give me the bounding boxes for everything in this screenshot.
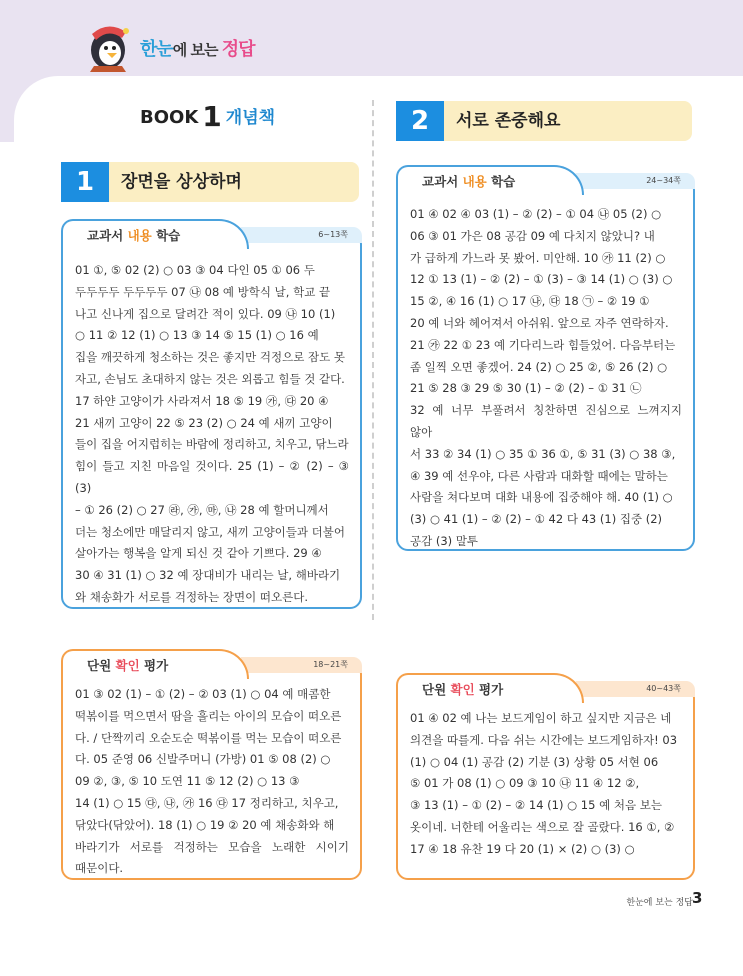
page-number: 3 <box>692 889 703 907</box>
unit-title: 서로 존중해요 <box>456 111 561 131</box>
answer-box-textbook-2 <box>396 174 695 551</box>
box-tab-label: 교과서 내용 학습 <box>61 219 249 249</box>
page-range: 18~21쪽 <box>241 657 362 673</box>
answer-text: 01 ③ 02 (1) – ① (2) – ② 03 (1) ○ 04 예 매콤한 떡볶이를 먹으면서 땀을 흘리는 아이의 모습이 떠오른 다. / 단짝끼리 오순도순 떡볶이를 먹는 모습이 떠오른 다. 05 준영 06 신발주머니 (가방) 01 ⑤ 08 (2) ○ 09 ②, ③, ⑤ 10 도연 11 ⑤ 12 (2) ○ 13 ③ 14 (1) ○ 15 ㉰, ㉯, ㉮ 16 ㉰ 17 정리하고, 치우고, 닦았다(닦았어). 18 (1) ○ 19 ② 20 예 채송화와 해 바라기가 서로를 걱정하는 모습을 노래한 시이기 때문이다. <box>75 687 349 876</box>
page-range: 40~43쪽 <box>576 681 695 697</box>
answer-text: 01 ④ 02 예 나는 보드게임이 하고 싶지만 지금은 네 의견을 따를게. 다음 쉬는 시간에는 보드게임하자! 03 (1) ○ 04 (1) 공감 (2) 기분 (3) 상황 05 서현 06 ⑤ 01 가 08 (1) ○ 09 ③ 10 ㉯ 11 ④ 12 ②, ③ 13 (1) – ① (2) – ② 14 (1) ○ 15 예 처음 보는 옷이네. 너한테 어울리는 색으로 잘 골랐다. 16 ①, ② 17 ④ 18 유찬 19 다 20 (1) × (2) ○ (3) ○ <box>410 711 678 856</box>
answer-text: 01 ④ 02 ④ 03 (1) – ② (2) – ① 04 ㉯ 05 (2) ○ 06 ③ 01 가은 08 공감 09 예 다치지 않았니? 내 가 급하게 가느라 못 봤어. 미안해. 10 ㉮ 11 (2) ○ 12 ① 13 (1) – ② (2) – ① (3) – ③ 14 (1) ○ (3) ○ 15 ②, ④ 16 (1) ○ 17 ㉯, ㉰ 18 ㉠ – ② 19 ① 20 예 너와 헤어져서 아쉬워. 앞으로 자주 연락하자. 21 ㉮ 22 ① 23 예 기다리느라 힘들었어. 다음부터는 좀 일찍 오면 좋겠어. 24 (2) ○ 25 ②, ⑤ 26 (2) ○ 21 ⑤ 28 ③ 29 ⑤ 30 (1) – ② (2) – ① 31 ㉡ 32 예 너무 부풀려서 칭찬하면 진심으로 느껴지지 않아 서 33 ② 34 (1) ○ 35 ① 36 ①, ⑤ 31 (3) ○ 38 ③, ④ 39 예 선우야, 다른 사람과 대화할 때에는 말하는 사람을 쳐다보며 대화 내용에 집중해야 해. 40 (1) ○ (3) ○ 41 (1) – ② (2) – ① 42 다 43 (1) 집중 (2) 공감 (3) 말투 <box>410 207 682 548</box>
answer-box-textbook-1 <box>61 228 362 609</box>
column-divider <box>372 100 374 620</box>
page-range: 24~34쪽 <box>576 173 695 189</box>
answer-box-review-2 <box>396 682 695 880</box>
unit-title: 장면을 상상하며 <box>121 172 242 192</box>
unit-1-header <box>61 162 359 202</box>
box-tab-label: 단원 확인 평가 <box>61 649 249 679</box>
unit-number: 2 <box>396 101 444 141</box>
unit-2-header <box>396 101 692 141</box>
box-tab-label: 단원 확인 평가 <box>396 673 584 703</box>
page-range: 6~13쪽 <box>241 227 362 243</box>
box-tab-label: 교과서 내용 학습 <box>396 165 584 195</box>
answer-text: 01 ①, ⑤ 02 (2) ○ 03 ③ 04 다인 05 ① 06 두 두두두두 두두두두 07 ㉯ 08 예 방학식 날, 학교 끝 나고 신나게 집으로 달려간 적이 있다. 09 ㉯ 10 (1) ○ 11 ② 12 (1) ○ 13 ③ 14 ⑤ 15 (1) ○ 16 예 집을 깨끗하게 청소하는 것은 좋지만 걱정으로 잠도 못 자고, 손님도 초대하지 않는 것은 외롭고 힘들 것 같다. 17 하얀 고양이가 사라져서 18 ⑤ 19 ㉮, ㉰ 20 ④ 21 새끼 고양이 22 ⑤ 23 (2) ○ 24 예 새끼 고양이 들이 집을 어지럽히는 바람에 정리하고, 치우고, 닦느라 힘이 들고 지친 마음일 것이다. 25 (1) – ② (2) – ③ (3) – ① 26 (2) ○ 27 ㉱, ㉮, ㉲, ㉯ 28 예 할머니께서 더는 청소에만 매달리지 않고, 새끼 고양이들과 더불어 살아가는 행복을 알게 되신 것 같아 기쁘다. 29 ④ 30 ④ 31 (1) ○ 32 예 장대비가 내리는 날, 해바라기 와 채송화가 서로를 걱정하는 장면이 떠오른다. <box>75 263 349 604</box>
unit-number: 1 <box>61 162 109 202</box>
page-header-title: 한눈에 보는 정답 <box>140 39 255 60</box>
answer-box-review-1 <box>61 658 362 880</box>
penguin-mascot-icon <box>86 22 134 72</box>
book-title: BOOK 1 개념책 <box>140 100 276 133</box>
footer-title: 한눈에 보는 정답 <box>626 898 693 908</box>
